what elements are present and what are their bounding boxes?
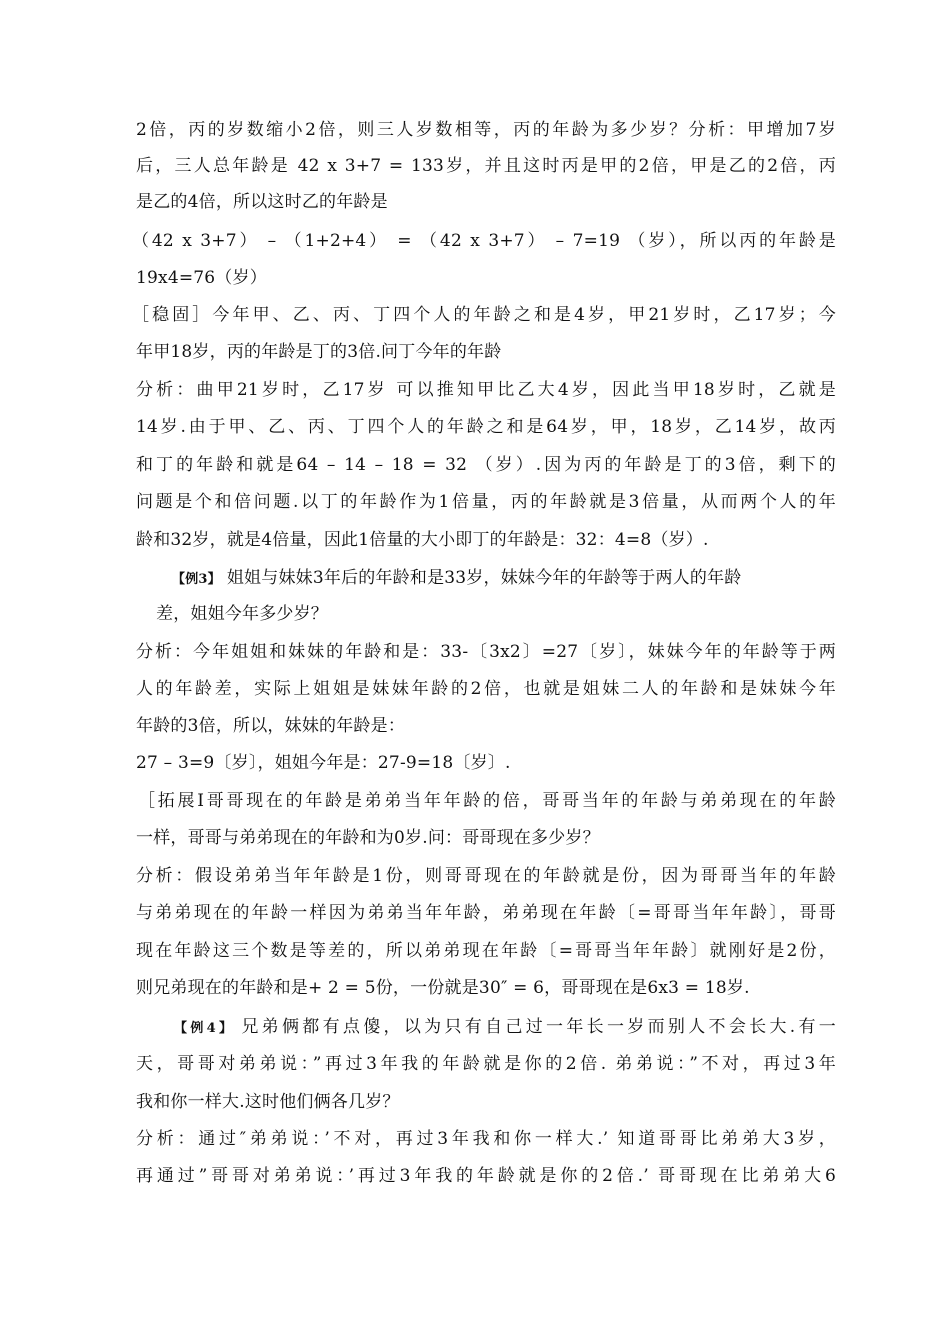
text-line: （42 x 3+7） – （1+2+4） = （42 x 3+7） – 7=19 （岁），所以丙的年龄是 bbox=[132, 231, 836, 251]
text-line: 27 – 3=9〔岁〕，姐姐今年是：27-9=18〔岁〕. bbox=[136, 753, 511, 773]
text-line: 现在年龄这三个数是等差的，所以弟弟现在年龄〔=哥哥当年年龄〕就刚好是2份， bbox=[136, 941, 836, 961]
text-line: 分析：今年姐姐和妹妹的年龄和是：33-〔3x2〕=27〔岁〕，妹妹今年的年龄等于两 bbox=[136, 642, 836, 662]
text-line: 人的年龄差，实际上姐姐是妹妹年龄的2倍，也就是姐妹二人的年龄和是妹妹今年 bbox=[136, 679, 836, 699]
text-line: 则兄弟现在的年龄和是+ 2 = 5份，一份就是30″ = 6，哥哥现在是6x3 = 18岁. bbox=[136, 978, 750, 998]
text-line: 分析：曲甲21岁时，乙17岁 可以推知甲比乙大4岁，因此当甲18岁时，乙就是 bbox=[136, 380, 836, 400]
text-line: ［拓展I哥哥现在的年龄是弟弟当年年龄的倍，哥哥当年的年龄与弟弟现在的年龄 bbox=[138, 791, 836, 811]
text-line: 年龄的3倍，所以，妹妹的年龄是： bbox=[136, 716, 406, 736]
text-line: 和丁的年龄和就是64 – 14 – 18 = 32 （岁）.因为丙的年龄是丁的3倍，剩下的 bbox=[136, 455, 836, 475]
text-line: 龄和32岁，就是4倍量，因此1倍量的大小即丁的年龄是：32：4=8（岁）. bbox=[136, 530, 709, 550]
example-label: 【例4】 bbox=[174, 1021, 236, 1036]
text-line: 2倍，丙的岁数缩小2倍，则三人岁数相等，丙的年龄为多少岁？分析：甲增加7岁 bbox=[136, 120, 836, 140]
text-line: 兄弟俩都有点傻，以为只有自己过一年长一岁而别人不会长大.有一 bbox=[241, 1017, 836, 1037]
text-line: 后，三人总年龄是 42 x 3+7 = 133岁，并且这时丙是甲的2倍，甲是乙的2倍，丙 bbox=[136, 156, 836, 176]
example-3-first-line bbox=[172, 566, 836, 592]
text-line: 姐姐与妹妹3年后的年龄和是33岁，妹妹今年的年龄等于两人的年龄 bbox=[226, 568, 742, 588]
text-line: 问题是个和倍问题.以丁的年龄作为1倍量，丙的年龄就是3倍量，从而两个人的年 bbox=[136, 492, 836, 512]
text-line: 14岁.由于甲、乙、丙、丁四个人的年龄之和是64岁，甲，18岁，乙14岁，故丙 bbox=[136, 417, 836, 437]
text-line: 是乙的4倍，所以这时乙的年龄是 bbox=[136, 192, 388, 212]
text-line: ［稳固］今年甲、乙、丙、丁四个人的年龄之和是4岁，甲21岁时，乙17岁；今 bbox=[132, 305, 836, 325]
text-line: 天，哥哥对弟弟说：”再过3年我的年龄就是你的2倍. 弟弟说：”不对，再过3年 bbox=[136, 1054, 836, 1074]
text-line: 我和你一样大.这时他们俩各几岁？ bbox=[136, 1092, 400, 1112]
text-line: 与弟弟现在的年龄一样因为弟弟当年年龄，弟弟现在年龄〔=哥哥当年年龄〕，哥哥 bbox=[136, 903, 836, 923]
text-line: 年甲18岁，丙的年龄是丁的3倍.问丁今年的年龄 bbox=[136, 342, 502, 362]
example-4-first-line bbox=[174, 1015, 836, 1041]
text-line: 差，姐姐今年多少岁？ bbox=[156, 604, 328, 624]
text-line: 再通过”哥哥对弟弟说：’再过3年我的年龄就是你的2倍.’ 哥哥现在比弟弟大6 bbox=[136, 1166, 836, 1186]
text-line: 19x4=76（岁） bbox=[136, 268, 267, 288]
example-label: 【例3】 bbox=[172, 572, 221, 587]
text-line: 分析：假设弟弟当年年龄是1份，则哥哥现在的年龄就是份，因为哥哥当年的年龄 bbox=[136, 866, 836, 886]
text-line: 分析：通过″弟弟说：’不对，再过3年我和你一样大.’ 知道哥哥比弟弟大3岁， bbox=[136, 1129, 836, 1149]
text-line: 一样，哥哥与弟弟现在的年龄和为0岁.问：哥哥现在多少岁？ bbox=[136, 828, 600, 848]
